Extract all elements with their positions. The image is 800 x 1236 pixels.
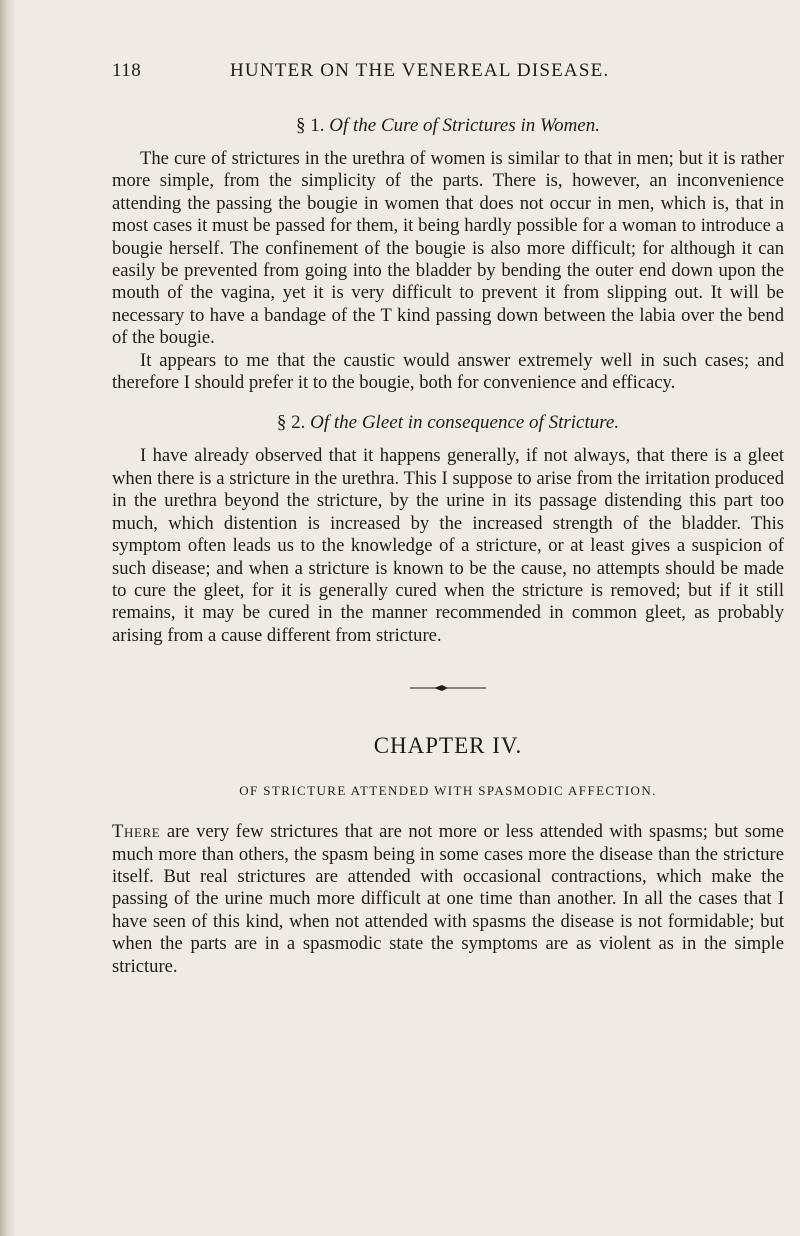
section-2-title: Of the Gleet in consequence of Stricture.: [310, 412, 620, 434]
section-1-title: Of the Cure of Strictures in Women.: [329, 115, 600, 136]
section-1-paragraph: It appears to me that the caustic would answer extremely well in such cases; and therefore I should prefer it to the bougie, both for convenience and efficacy.: [112, 349, 784, 394]
running-header: [112, 60, 784, 88]
section-1-number: § 1.: [296, 115, 325, 136]
page-binding-edge: [0, 0, 14, 1236]
section-1-paragraph: The cure of strictures in the urethra of women is similar to that in men; but it is rather more simple, from the simplicity of the parts. There is, however, an inconvenience attending the passing the bougie in women that does not occur in men, which is, that in most cases it must be passed for them, it being hardly possible for a woman to introduce a bougie herself. The confinement of the bougie is also more difficult; for although it can easily be prevented from going into the bladder by bending the outer end down upon the mouth of the vagina, yet it is very difficult to prevent it from slipping out. It will be necessary to have a bandage of the T kind passing down between the labia over the bend of the bougie.: [112, 148, 784, 349]
chapter-subtitle: OF STRICTURE ATTENDED WITH SPASMODIC AFFECTION.: [239, 783, 657, 799]
section-2-heading: [112, 411, 784, 435]
chapter-paragraph-text: are very few strictures that are not more or less attended with spasms; but some much more than others, the spasm being in some cases more the disease than the stricture itself. But real strictures are attended with occasional contractions, which make the passing of the urine much more difficult at one time than another. In all the cases that I have seen of this kind, when not attended with spasms the disease is not formidable; but when the parts are in a spasmodic state the symptoms are as violent as in the simple stricture.: [112, 821, 784, 977]
chapter-paragraph: [112, 821, 784, 978]
chapter-lead-word: There: [112, 821, 161, 843]
section-2-paragraph: I have already observed that it happens generally, if not always, that there is a gleet when there is a stricture in the urethra. This I suppose to arise from the irritation produced in the urethra beyond the stricture, by the urine in its passage distending this part too much, which distention is increased by the increased strength of the bladder. This symptom often leads us to the knowledge of a stricture, or at least gives a suspicion of such disease; and when a stricture is known to be the cause, no attempts should be made to cure the gleet, for it is generally cured when the stricture is removed; but if it still remains, it may be cured in the manner recommended in common gleet, as probably arising from a cause different from stricture.: [112, 445, 784, 646]
section-1-heading: [112, 114, 784, 138]
page-number: 118: [112, 60, 142, 81]
book-page: [112, 60, 784, 978]
section-2-number: § 2.: [276, 412, 306, 434]
section-divider-ornament: [408, 683, 488, 693]
running-title: HUNTER ON THE VENEREAL DISEASE.: [230, 60, 610, 81]
chapter-title: CHAPTER IV.: [373, 733, 523, 759]
